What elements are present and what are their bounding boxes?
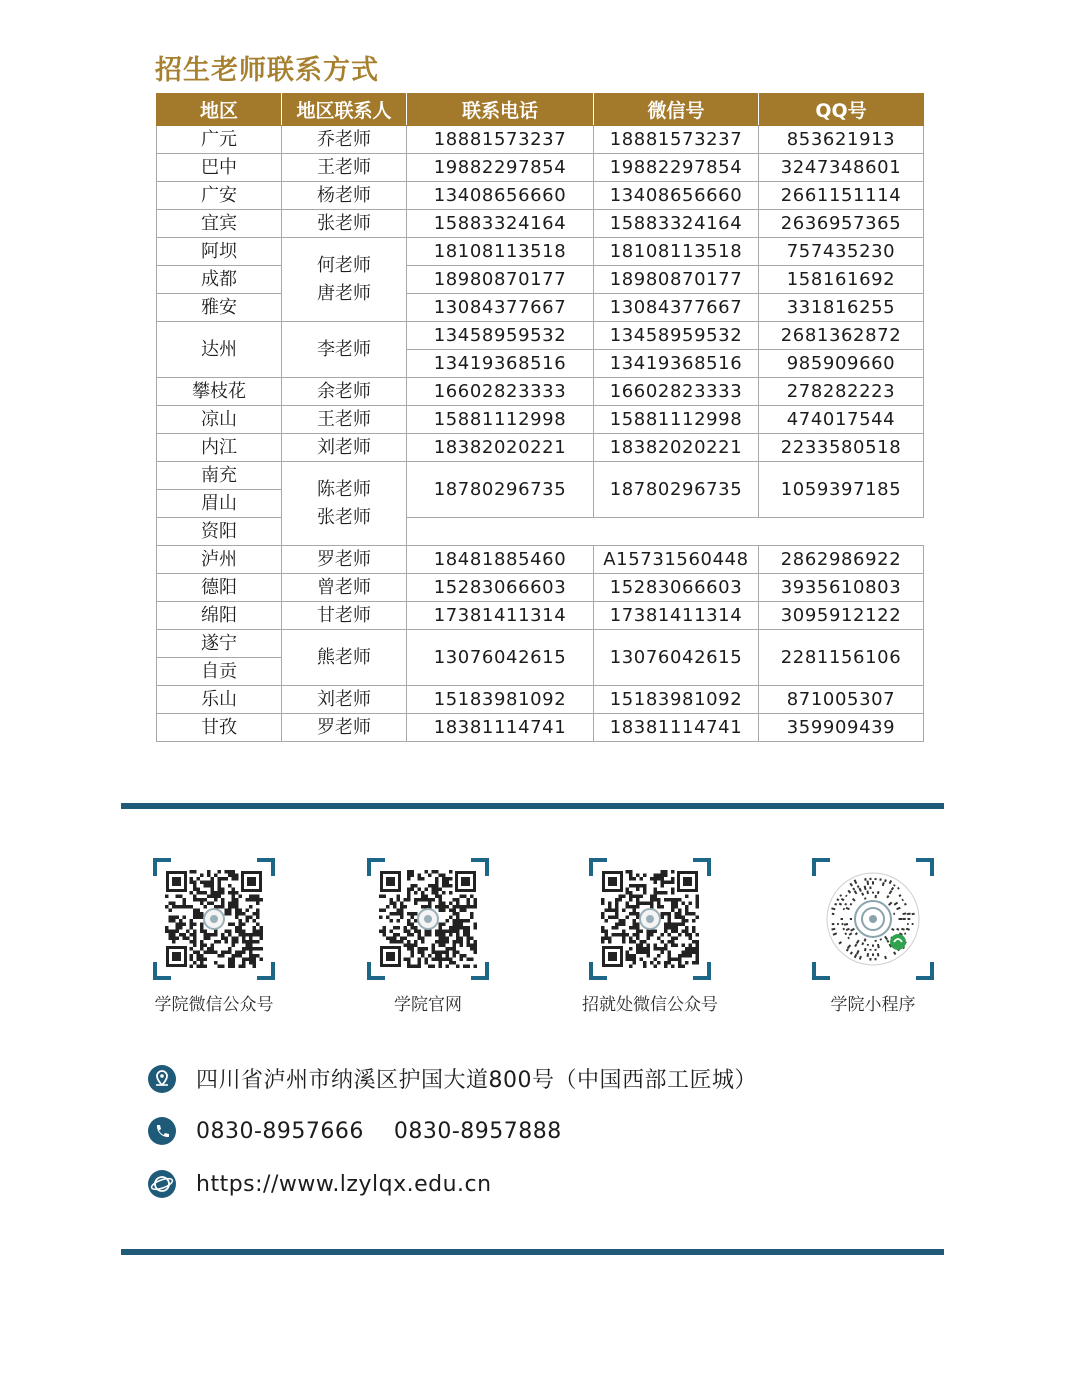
table-row xyxy=(157,126,924,154)
qq-cell: 985909660 xyxy=(759,350,924,378)
contact-cell: 杨老师 xyxy=(282,182,407,210)
region-cell: 内江 xyxy=(157,434,282,462)
wechat-cell: 18881573237 xyxy=(594,126,759,154)
qr-wechat-official[interactable] xyxy=(152,858,276,1015)
region-cell: 阿坝 xyxy=(157,238,282,266)
qq-cell: 1059397185 xyxy=(759,462,924,518)
table-row xyxy=(157,462,924,490)
table-row xyxy=(157,630,924,658)
region-cell: 宜宾 xyxy=(157,210,282,238)
qr-mini-program[interactable] xyxy=(811,858,935,1015)
wechat-cell: 15283066603 xyxy=(594,574,759,602)
phone-numbers: 0830-8957666 0830-8957888 xyxy=(196,1118,562,1144)
wechat-cell: 13419368516 xyxy=(594,350,759,378)
qr-label: 招就处微信公众号 xyxy=(582,995,718,1015)
qq-cell: 474017544 xyxy=(759,406,924,434)
table-row xyxy=(157,602,924,630)
contact-name: 张老师 xyxy=(317,506,371,528)
region-cell: 广元 xyxy=(157,126,282,154)
region-cell: 眉山 xyxy=(157,490,282,518)
contact-cell: 罗老师 xyxy=(282,546,407,574)
mini-program-code-icon xyxy=(824,870,922,968)
phone-line xyxy=(148,1117,562,1145)
wechat-cell: 15183981092 xyxy=(594,686,759,714)
qq-cell: 2661151114 xyxy=(759,182,924,210)
qr-label: 学院官网 xyxy=(394,995,462,1015)
wechat-cell: 15881112998 xyxy=(594,406,759,434)
region-cell: 南充 xyxy=(157,462,282,490)
wechat-cell: 18382020221 xyxy=(594,434,759,462)
region-cell: 巴中 xyxy=(157,154,282,182)
phone-cell: 13084377667 xyxy=(407,294,594,322)
qq-cell: 853621913 xyxy=(759,126,924,154)
column-header-region: 地区 xyxy=(157,93,282,126)
website-link[interactable]: https://www.lzylqx.edu.cn xyxy=(196,1171,492,1197)
qq-cell: 2233580518 xyxy=(759,434,924,462)
qr-code-icon xyxy=(165,870,263,968)
wechat-cell: 17381411314 xyxy=(594,602,759,630)
phone-cell: 19882297854 xyxy=(407,154,594,182)
wechat-cell: A15731560448 xyxy=(594,546,759,574)
qr-frame xyxy=(812,858,934,980)
table-row xyxy=(157,266,924,294)
column-header-qq: QQ号 xyxy=(759,93,924,126)
qq-cell: 2281156106 xyxy=(759,630,924,686)
qq-cell: 3247348601 xyxy=(759,154,924,182)
contact-cell: 王老师 xyxy=(282,154,407,182)
region-cell: 凉山 xyxy=(157,406,282,434)
contacts-table xyxy=(156,93,924,742)
contact-cell-merged xyxy=(282,238,407,322)
contact-cell: 罗老师 xyxy=(282,714,407,742)
region-cell: 甘孜 xyxy=(157,714,282,742)
wechat-cell: 18108113518 xyxy=(594,238,759,266)
qq-cell: 278282223 xyxy=(759,378,924,406)
table-row xyxy=(157,406,924,434)
phone-cell: 18382020221 xyxy=(407,434,594,462)
region-cell: 乐山 xyxy=(157,686,282,714)
wechat-cell: 19882297854 xyxy=(594,154,759,182)
qq-cell: 3935610803 xyxy=(759,574,924,602)
qq-cell: 359909439 xyxy=(759,714,924,742)
address-text: 四川省泸州市纳溪区护国大道800号（中国西部工匠城） xyxy=(196,1068,757,1093)
table-row xyxy=(157,210,924,238)
region-cell: 资阳 xyxy=(157,518,282,546)
region-cell: 攀枝花 xyxy=(157,378,282,406)
phone-cell: 18481885460 xyxy=(407,546,594,574)
column-header-wechat: 微信号 xyxy=(594,93,759,126)
phone-cell: 13419368516 xyxy=(407,350,594,378)
phone-cell: 17381411314 xyxy=(407,602,594,630)
region-cell: 自贡 xyxy=(157,658,282,686)
table-row xyxy=(157,154,924,182)
region-cell: 德阳 xyxy=(157,574,282,602)
wechat-cell: 18381114741 xyxy=(594,714,759,742)
contact-cell: 张老师 xyxy=(282,210,407,238)
phone-cell: 18381114741 xyxy=(407,714,594,742)
qr-frame xyxy=(367,858,489,980)
table-row xyxy=(157,322,924,350)
contact-cell: 刘老师 xyxy=(282,434,407,462)
contact-name: 何老师 xyxy=(317,254,371,276)
phone-cell: 15283066603 xyxy=(407,574,594,602)
table-row xyxy=(157,294,924,322)
wechat-cell: 15883324164 xyxy=(594,210,759,238)
qr-frame xyxy=(153,858,275,980)
wechat-cell: 18780296735 xyxy=(594,462,759,518)
table-row xyxy=(157,714,924,742)
phone-cell: 18780296735 xyxy=(407,462,594,518)
phone-cell: 13076042615 xyxy=(407,630,594,686)
website-line xyxy=(148,1170,492,1198)
contact-cell: 乔老师 xyxy=(282,126,407,154)
qr-website[interactable] xyxy=(366,858,490,1015)
contact-cell: 刘老师 xyxy=(282,686,407,714)
region-cell: 遂宁 xyxy=(157,630,282,658)
phone-cell: 15183981092 xyxy=(407,686,594,714)
wechat-cell: 13076042615 xyxy=(594,630,759,686)
globe-icon xyxy=(148,1170,176,1198)
qr-admissions-wechat[interactable] xyxy=(574,858,726,1015)
qr-code-icon xyxy=(379,870,477,968)
contact-cell: 曾老师 xyxy=(282,574,407,602)
table-row xyxy=(157,434,924,462)
region-cell: 达州 xyxy=(157,322,282,378)
phone-cell: 15881112998 xyxy=(407,406,594,434)
contact-cell: 李老师 xyxy=(282,322,407,378)
phone-cell: 15883324164 xyxy=(407,210,594,238)
table-header-row xyxy=(157,93,924,126)
wechat-cell: 18980870177 xyxy=(594,266,759,294)
contact-name: 唐老师 xyxy=(317,282,371,304)
contact-cell: 余老师 xyxy=(282,378,407,406)
phone-cell: 18881573237 xyxy=(407,126,594,154)
region-cell: 雅安 xyxy=(157,294,282,322)
page-title: 招生老师联系方式 xyxy=(155,55,379,86)
phone-cell: 18980870177 xyxy=(407,266,594,294)
table-row xyxy=(157,574,924,602)
qr-label: 学院小程序 xyxy=(830,995,916,1015)
wechat-cell: 13408656660 xyxy=(594,182,759,210)
column-header-phone: 联系电话 xyxy=(407,93,594,126)
region-cell: 成都 xyxy=(157,266,282,294)
qq-cell: 871005307 xyxy=(759,686,924,714)
phone-cell: 13408656660 xyxy=(407,182,594,210)
top-divider xyxy=(121,803,944,809)
qq-cell: 2636957365 xyxy=(759,210,924,238)
table-row xyxy=(157,546,924,574)
phone-cell: 16602823333 xyxy=(407,378,594,406)
phone-cell: 18108113518 xyxy=(407,238,594,266)
qq-cell: 757435230 xyxy=(759,238,924,266)
contact-name: 陈老师 xyxy=(317,478,371,500)
bottom-divider xyxy=(121,1249,944,1255)
phone-icon xyxy=(148,1117,176,1145)
table-row xyxy=(157,378,924,406)
table-row xyxy=(157,686,924,714)
qq-cell: 3095912122 xyxy=(759,602,924,630)
location-icon xyxy=(148,1065,176,1093)
phone-cell: 13458959532 xyxy=(407,322,594,350)
region-cell: 绵阳 xyxy=(157,602,282,630)
contact-cell: 王老师 xyxy=(282,406,407,434)
qr-label: 学院微信公众号 xyxy=(154,995,274,1015)
contact-cell-merged xyxy=(282,462,407,546)
contact-cell: 甘老师 xyxy=(282,602,407,630)
wechat-cell: 13458959532 xyxy=(594,322,759,350)
region-cell: 广安 xyxy=(157,182,282,210)
qq-cell: 2681362872 xyxy=(759,322,924,350)
table-row xyxy=(157,518,924,546)
qq-cell: 158161692 xyxy=(759,266,924,294)
table-row xyxy=(157,238,924,266)
column-header-contact: 地区联系人 xyxy=(282,93,407,126)
wechat-cell: 16602823333 xyxy=(594,378,759,406)
address-line xyxy=(148,1063,757,1094)
qq-cell: 331816255 xyxy=(759,294,924,322)
qr-code-icon xyxy=(601,870,699,968)
qr-frame xyxy=(589,858,711,980)
wechat-cell: 13084377667 xyxy=(594,294,759,322)
contact-cell: 熊老师 xyxy=(282,630,407,686)
region-cell: 泸州 xyxy=(157,546,282,574)
qq-cell: 2862986922 xyxy=(759,546,924,574)
table-row xyxy=(157,182,924,210)
